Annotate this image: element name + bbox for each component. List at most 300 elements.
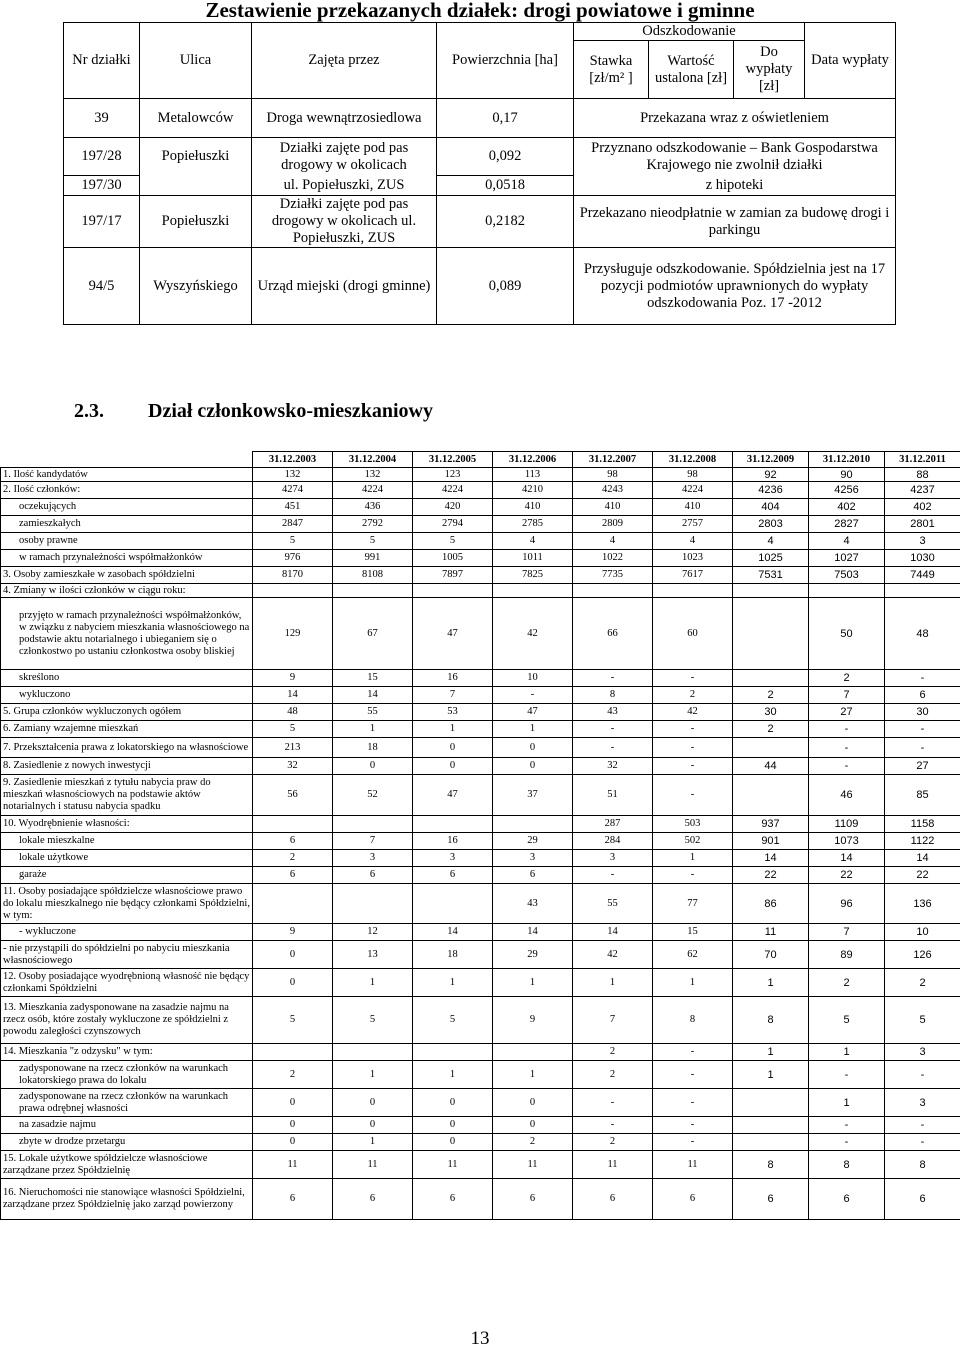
row-label: lokale użytkowe [1,850,253,867]
table-row [1,567,960,584]
value-cell: - [573,1117,653,1134]
value-cell: - [809,738,885,758]
value-cell [253,584,333,598]
value-cell [809,584,885,598]
value-cell: 2 [733,687,809,704]
value-cell: 2 [573,1134,653,1151]
value-cell: 113 [493,468,573,482]
value-cell: 29 [493,941,573,969]
members-stats-table [0,451,960,1220]
table-row [64,138,896,176]
value-cell [733,1117,809,1134]
value-cell: 6 [253,867,333,884]
value-cell: 7449 [885,567,960,584]
document-title: Zestawienie przekazanych działek: drogi powiatowe i gminne [0,0,960,23]
value-cell: 2 [653,687,733,704]
value-cell: 136 [885,884,960,924]
table-row [1,816,960,833]
row-label: 11. Osoby posiadające spółdzielcze własnościowe prawo do lokalu mieszkalnego nie będący członkami Spółdzielni, w tym: [1,884,253,924]
cell-note: Przekazano nieodpłatnie w zamian za budowę drogi i parkingu [574,196,896,248]
table-row [64,248,896,325]
value-cell: 5 [253,997,333,1044]
value-cell [333,884,413,924]
year-header: 31.12.2007 [573,452,653,468]
value-cell: 0 [413,1117,493,1134]
value-cell: 0 [493,1089,573,1117]
cell-ulica: Popiełuszki [140,196,252,248]
value-cell: - [809,1061,885,1089]
row-label: przyjęto w ramach przynależności współmałżonków, w związku z nabyciem mieszkania własnościowego na podstawie aktu notarialnego i ubieganiem się o członkostwo po ustaniu członkostwa osoby bliskiej [1,598,253,670]
table-row [1,516,960,533]
value-cell: - [653,867,733,884]
value-cell: 11 [733,924,809,941]
value-cell: 13 [333,941,413,969]
value-cell: 10 [493,670,573,687]
value-cell: 1073 [809,833,885,850]
value-cell: 15 [653,924,733,941]
row-label: zamieszkałych [1,516,253,533]
value-cell: 5 [333,997,413,1044]
value-cell: 32 [253,758,333,775]
value-cell: 4 [733,533,809,550]
row-label: 12. Osoby posiadające wyodrębnioną własność nie będący członkami Spółdzielni [1,969,253,997]
value-cell: - [885,1117,960,1134]
value-cell: 37 [493,775,573,816]
value-cell: 7617 [653,567,733,584]
value-cell: 86 [733,884,809,924]
value-cell: 2 [733,721,809,738]
header-do-wyplaty: Do wypłaty [zł] [734,41,805,99]
value-cell: - [653,1089,733,1117]
header-ulica: Ulica [140,23,252,99]
value-cell: 2 [253,1061,333,1089]
value-cell: 901 [733,833,809,850]
value-cell: 4 [493,533,573,550]
value-cell: 14 [809,850,885,867]
value-cell: 5 [253,533,333,550]
value-cell: 5 [413,997,493,1044]
value-cell: 1 [413,969,493,997]
value-cell: 14 [573,924,653,941]
value-cell [413,884,493,924]
value-cell: 1109 [809,816,885,833]
value-cell: 7735 [573,567,653,584]
value-cell [413,584,493,598]
value-cell: 46 [809,775,885,816]
value-cell: 3 [573,850,653,867]
row-label: lokale mieszkalne [1,833,253,850]
value-cell: 50 [809,598,885,670]
header-odszkodowanie: Odszkodowanie [574,23,805,41]
cell-zajeta: Urząd miejski (drogi gminne) [252,248,437,325]
value-cell [333,816,413,833]
value-cell [253,1044,333,1061]
value-cell: 70 [733,941,809,969]
value-cell: 132 [253,468,333,482]
cell-powierzchnia: 0,089 [437,248,574,325]
table-row [1,775,960,816]
value-cell: - [653,775,733,816]
page-number: 13 [0,1328,960,1350]
value-cell: 2 [809,670,885,687]
value-cell: 4256 [809,482,885,499]
header-zajeta: Zajęta przez [252,23,437,99]
value-cell: 9 [493,997,573,1044]
value-cell: 2827 [809,516,885,533]
value-cell: 8108 [333,567,413,584]
value-cell: 14 [733,850,809,867]
value-cell: - [653,670,733,687]
value-cell: 6 [493,867,573,884]
section-number: 2.3. [74,400,104,422]
row-label: 5. Grupa członków wykluczonych ogółem [1,704,253,721]
value-cell: 0 [333,1089,413,1117]
value-cell: 89 [809,941,885,969]
cell-nr: 94/5 [64,248,140,325]
value-cell: 3 [885,1089,960,1117]
value-cell: 43 [573,704,653,721]
value-cell: 43 [493,884,573,924]
value-cell: 14 [333,687,413,704]
header-data-wyplaty: Data wypłaty [805,23,896,99]
value-cell: 47 [493,704,573,721]
value-cell: 4210 [493,482,573,499]
value-cell: - [885,721,960,738]
table-row [1,468,960,482]
value-cell: 6 [413,1179,493,1220]
value-cell: 48 [885,598,960,670]
year-header: 31.12.2005 [413,452,493,468]
value-cell: 503 [653,816,733,833]
cell-note: z hipoteki [574,176,896,196]
header-stawka: Stawka [zł/m² ] [574,41,649,99]
cell-powierzchnia: 0,17 [437,99,574,138]
value-cell [733,584,809,598]
value-cell: - [653,1117,733,1134]
value-cell [733,1134,809,1151]
value-cell: 6 [333,867,413,884]
value-cell: 2 [809,969,885,997]
year-header: 31.12.2010 [809,452,885,468]
year-header-row [1,452,960,468]
value-cell: 1 [333,1061,413,1089]
value-cell: 2847 [253,516,333,533]
table-row [1,969,960,997]
row-label: 3. Osoby zamieszkałe w zasobach spółdzielni [1,567,253,584]
value-cell: 53 [413,704,493,721]
value-cell: 2785 [493,516,573,533]
value-cell: 4 [809,533,885,550]
row-label: 16. Nieruchomości nie stanowiące własności Spółdzielni, zarządzane przez Spółdzielnię jako zarząd powierzony [1,1179,253,1220]
value-cell [885,584,960,598]
value-cell: 55 [333,704,413,721]
table-row [1,598,960,670]
row-label: 6. Zamiany wzajemne mieszkań [1,721,253,738]
value-cell: 0 [253,1134,333,1151]
value-cell: 29 [493,833,573,850]
value-cell: 51 [573,775,653,816]
value-cell: 1 [653,969,733,997]
value-cell: 5 [809,997,885,1044]
cell-powierzchnia: 0,2182 [437,196,574,248]
table-row [1,721,960,738]
value-cell [413,816,493,833]
value-cell: 16 [413,670,493,687]
value-cell: 404 [733,499,809,516]
cell-powierzchnia: 0,0518 [437,176,574,196]
value-cell: 0 [493,1117,573,1134]
value-cell: 3 [413,850,493,867]
value-cell: 2 [253,850,333,867]
table-row [1,924,960,941]
value-cell: 2809 [573,516,653,533]
table-row [1,1151,960,1179]
value-cell: 11 [333,1151,413,1179]
cell-zajeta: Działki zajęte pod pas drogowy w okolicach [252,138,437,176]
row-label: osoby prawne [1,533,253,550]
value-cell: 402 [809,499,885,516]
value-cell: 1 [333,1134,413,1151]
value-cell: 2757 [653,516,733,533]
value-cell: 10 [885,924,960,941]
row-label: 15. Lokale użytkowe spółdzielcze własnościowe zarządzane przez Spółdzielnię [1,1151,253,1179]
value-cell: 0 [253,1117,333,1134]
value-cell: 6 [253,833,333,850]
value-cell [733,1089,809,1117]
cell-nr: 197/28 [64,138,140,176]
table-row [1,1061,960,1089]
table-row [1,833,960,850]
value-cell: 96 [809,884,885,924]
value-cell: 0 [413,758,493,775]
value-cell [733,738,809,758]
cell-zajeta: ul. Popiełuszki, ZUS [252,176,437,196]
value-cell: 6 [493,1179,573,1220]
value-cell: 14 [253,687,333,704]
value-cell: 132 [333,468,413,482]
cell-nr: 39 [64,99,140,138]
value-cell: 410 [573,499,653,516]
value-cell: 2803 [733,516,809,533]
cell-ulica [140,176,252,196]
table-row [1,850,960,867]
value-cell: 4 [573,533,653,550]
value-cell: - [809,758,885,775]
value-cell: - [573,1089,653,1117]
table-row [1,884,960,924]
value-cell: 0 [253,1089,333,1117]
value-cell: 5 [253,721,333,738]
value-cell: 126 [885,941,960,969]
value-cell: 4 [653,533,733,550]
value-cell: 27 [885,758,960,775]
table-row [1,482,960,499]
value-cell: - [885,738,960,758]
row-label: zadysponowane na rzecz członków na warunkach lokatorskiego prawa do lokalu [1,1061,253,1089]
value-cell: - [573,738,653,758]
row-label: skreślono [1,670,253,687]
value-cell: 6 [809,1179,885,1220]
value-cell: 5 [413,533,493,550]
value-cell: 11 [253,1151,333,1179]
cell-nr: 197/17 [64,196,140,248]
table-row [64,196,896,248]
value-cell: 1 [413,1061,493,1089]
value-cell [653,584,733,598]
value-cell: 47 [413,598,493,670]
value-cell: 88 [885,468,960,482]
table-row [1,687,960,704]
cell-nr: 197/30 [64,176,140,196]
row-label: 4. Zmiany w ilości członków w ciągu roku: [1,584,253,598]
value-cell: 1 [733,1061,809,1089]
value-cell: - [573,867,653,884]
value-cell: 42 [573,941,653,969]
value-cell [413,1044,493,1061]
value-cell: 12 [333,924,413,941]
cell-note: Przekazana wraz z oświetleniem [574,99,896,138]
value-cell: - [885,670,960,687]
value-cell: 7 [573,997,653,1044]
value-cell: 22 [733,867,809,884]
value-cell: 98 [653,468,733,482]
value-cell: 8 [653,997,733,1044]
cell-ulica: Wyszyńskiego [140,248,252,325]
value-cell: 18 [413,941,493,969]
value-cell: 0 [253,941,333,969]
value-cell: 8 [885,1151,960,1179]
value-cell: 32 [573,758,653,775]
value-cell: 1027 [809,550,885,567]
value-cell: 5 [333,533,413,550]
value-cell: 22 [885,867,960,884]
value-cell: 4224 [413,482,493,499]
value-cell: 8170 [253,567,333,584]
value-cell: 56 [253,775,333,816]
value-cell: 937 [733,816,809,833]
value-cell: 11 [573,1151,653,1179]
value-cell: 1 [573,969,653,997]
header-nr: Nr działki [64,23,140,99]
value-cell: 7825 [493,567,573,584]
table-row [1,758,960,775]
value-cell: 4224 [653,482,733,499]
year-header: 31.12.2006 [493,452,573,468]
value-cell: 6 [413,867,493,884]
value-cell [253,816,333,833]
value-cell: 284 [573,833,653,850]
table-row [1,1179,960,1220]
value-cell [493,584,573,598]
value-cell: 98 [573,468,653,482]
value-cell: - [573,721,653,738]
row-label: 1. Ilość kandydatów [1,468,253,482]
value-cell: 9 [253,924,333,941]
value-cell: - [809,1134,885,1151]
value-cell: 2794 [413,516,493,533]
value-cell: 436 [333,499,413,516]
year-header: 31.12.2009 [733,452,809,468]
cell-ulica: Popiełuszki [140,138,252,176]
year-header: 31.12.2011 [885,452,960,468]
value-cell: 27 [809,704,885,721]
value-cell: 11 [653,1151,733,1179]
cell-ulica: Metalowców [140,99,252,138]
value-cell: 7503 [809,567,885,584]
year-header: 31.12.2003 [253,452,333,468]
value-cell: - [809,1117,885,1134]
value-cell: 30 [733,704,809,721]
table-row [1,550,960,567]
value-cell [493,816,573,833]
value-cell: 44 [733,758,809,775]
cell-note: Przysługuje odszkodowanie. Spółdzielnia jest na 17 pozycji podmiotów uprawnionych do wypłaty odszkodowania Poz. 17 -2012 [574,248,896,325]
table-row [1,1044,960,1061]
value-cell: 1 [733,1044,809,1061]
value-cell: 66 [573,598,653,670]
value-cell: 1 [333,721,413,738]
value-cell: 7531 [733,567,809,584]
value-cell: 6 [333,1179,413,1220]
value-cell: 7 [333,833,413,850]
row-label: zadysponowane na rzecz członków na warunkach prawa odrębnej własności [1,1089,253,1117]
value-cell: 451 [253,499,333,516]
value-cell: 47 [413,775,493,816]
value-cell: 16 [413,833,493,850]
value-cell: 67 [333,598,413,670]
value-cell: 2801 [885,516,960,533]
value-cell: 7 [809,924,885,941]
value-cell [253,884,333,924]
value-cell: 3 [493,850,573,867]
value-cell: 1 [333,969,413,997]
value-cell: 2 [885,969,960,997]
value-cell: 0 [333,758,413,775]
cell-zajeta: Działki zajęte pod pas drogowy w okolicach ul. Popiełuszki, ZUS [252,196,437,248]
value-cell: 0 [333,1117,413,1134]
value-cell [333,1044,413,1061]
table-row [1,533,960,550]
value-cell [573,584,653,598]
value-cell: 8 [733,997,809,1044]
value-cell: 6 [885,1179,960,1220]
value-cell [733,598,809,670]
value-cell: 48 [253,704,333,721]
value-cell: 3 [885,1044,960,1061]
value-cell: 6 [573,1179,653,1220]
value-cell: 60 [653,598,733,670]
table-row [1,1117,960,1134]
row-label: - nie przystąpili do spółdzielni po nabyciu mieszkania własnościowego [1,941,253,969]
value-cell [733,775,809,816]
table-row [1,499,960,516]
row-label: garaże [1,867,253,884]
value-cell: - [573,670,653,687]
value-cell: - [885,1061,960,1089]
table-row [1,704,960,721]
value-cell: 14 [885,850,960,867]
value-cell: 1 [493,1061,573,1089]
value-cell: 0 [413,1134,493,1151]
year-header: 31.12.2004 [333,452,413,468]
row-label: 8. Zasiedlenie z nowych inwestycji [1,758,253,775]
header-powierzchnia: Powierzchnia [ha] [437,23,574,99]
value-cell: 1158 [885,816,960,833]
table-row [1,941,960,969]
value-cell: 2792 [333,516,413,533]
value-cell: 4224 [333,482,413,499]
value-cell: 420 [413,499,493,516]
